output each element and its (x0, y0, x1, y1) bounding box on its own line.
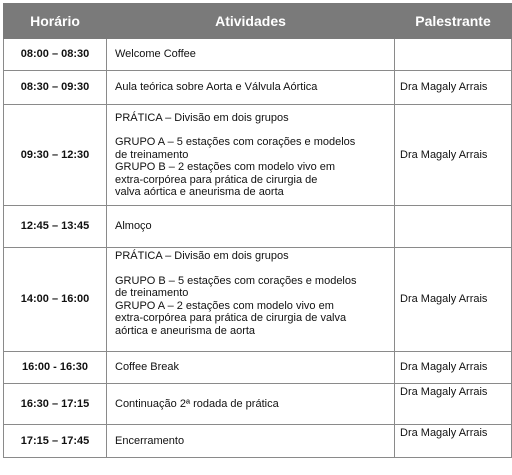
activity-line: extra-corpórea para prática de cirurgia de (115, 173, 318, 186)
activity-line: PRÁTICA – Divisão em dois grupos (115, 250, 289, 262)
activity-cell (107, 248, 395, 352)
table-row (4, 105, 512, 206)
activity-line: de treinamento (115, 287, 189, 299)
time-cell: 08:30 – 09:30 (4, 71, 107, 105)
table-row (4, 248, 512, 352)
table-row (4, 71, 512, 105)
table-row (4, 206, 512, 248)
speaker-cell: Dra Magaly Arrais (395, 425, 512, 458)
table-row (4, 352, 512, 384)
header-speaker: Palestrante (395, 4, 512, 39)
time-cell: 16:00 - 16:30 (4, 352, 107, 384)
activity-cell: Coffee Break (107, 352, 395, 384)
speaker-cell: Dra Magaly Arrais (395, 248, 512, 352)
speaker-cell (395, 206, 512, 248)
speaker-cell: Dra Magaly Arrais (395, 384, 512, 425)
table-row (4, 39, 512, 71)
activity-cell (107, 105, 395, 206)
activity-cell: Almoço (107, 206, 395, 248)
activity-line: de treinamento (115, 148, 189, 161)
activity-line: valva aórtica e aneurisma de aorta (115, 186, 284, 198)
header-activities: Atividades (107, 4, 395, 39)
table-row (4, 384, 512, 425)
schedule-table (3, 3, 512, 458)
table-row (4, 425, 512, 458)
activity-line: aórtica e aneurisma de aorta (115, 324, 256, 337)
activity-cell: Continuação 2ª rodada de prática (107, 384, 395, 425)
activity-line: GRUPO A – 2 estações com modelo vivo em (115, 299, 334, 312)
header-row (4, 4, 512, 39)
speaker-cell (395, 39, 512, 71)
activity-line: PRÁTICA – Divisão em dois grupos (115, 111, 289, 124)
speaker-cell: Dra Magaly Arrais (395, 71, 512, 105)
activity-line: extra-corpórea para prática de cirurgia de valva (115, 312, 347, 324)
time-cell: 17:15 – 17:45 (4, 425, 107, 458)
time-cell: 12:45 – 13:45 (4, 206, 107, 248)
time-cell: 14:00 – 16:00 (4, 248, 107, 352)
speaker-cell: Dra Magaly Arrais (395, 105, 512, 206)
activity-cell: Welcome Coffee (107, 39, 395, 71)
activity-cell: Encerramento (107, 425, 395, 458)
time-cell: 09:30 – 12:30 (4, 105, 107, 206)
activity-line: GRUPO B – 2 estações com modelo vivo em (115, 161, 336, 173)
activity-line: GRUPO B – 5 estações com corações e modelos (115, 274, 357, 287)
activity-cell: Aula teórica sobre Aorta e Válvula Aórtica (107, 71, 395, 105)
header-time: Horário (4, 4, 107, 39)
activity-line: GRUPO A – 5 estações com corações e modelos (115, 136, 356, 148)
time-cell: 08:00 – 08:30 (4, 39, 107, 71)
time-cell: 16:30 – 17:15 (4, 384, 107, 425)
speaker-cell: Dra Magaly Arrais (395, 352, 512, 384)
